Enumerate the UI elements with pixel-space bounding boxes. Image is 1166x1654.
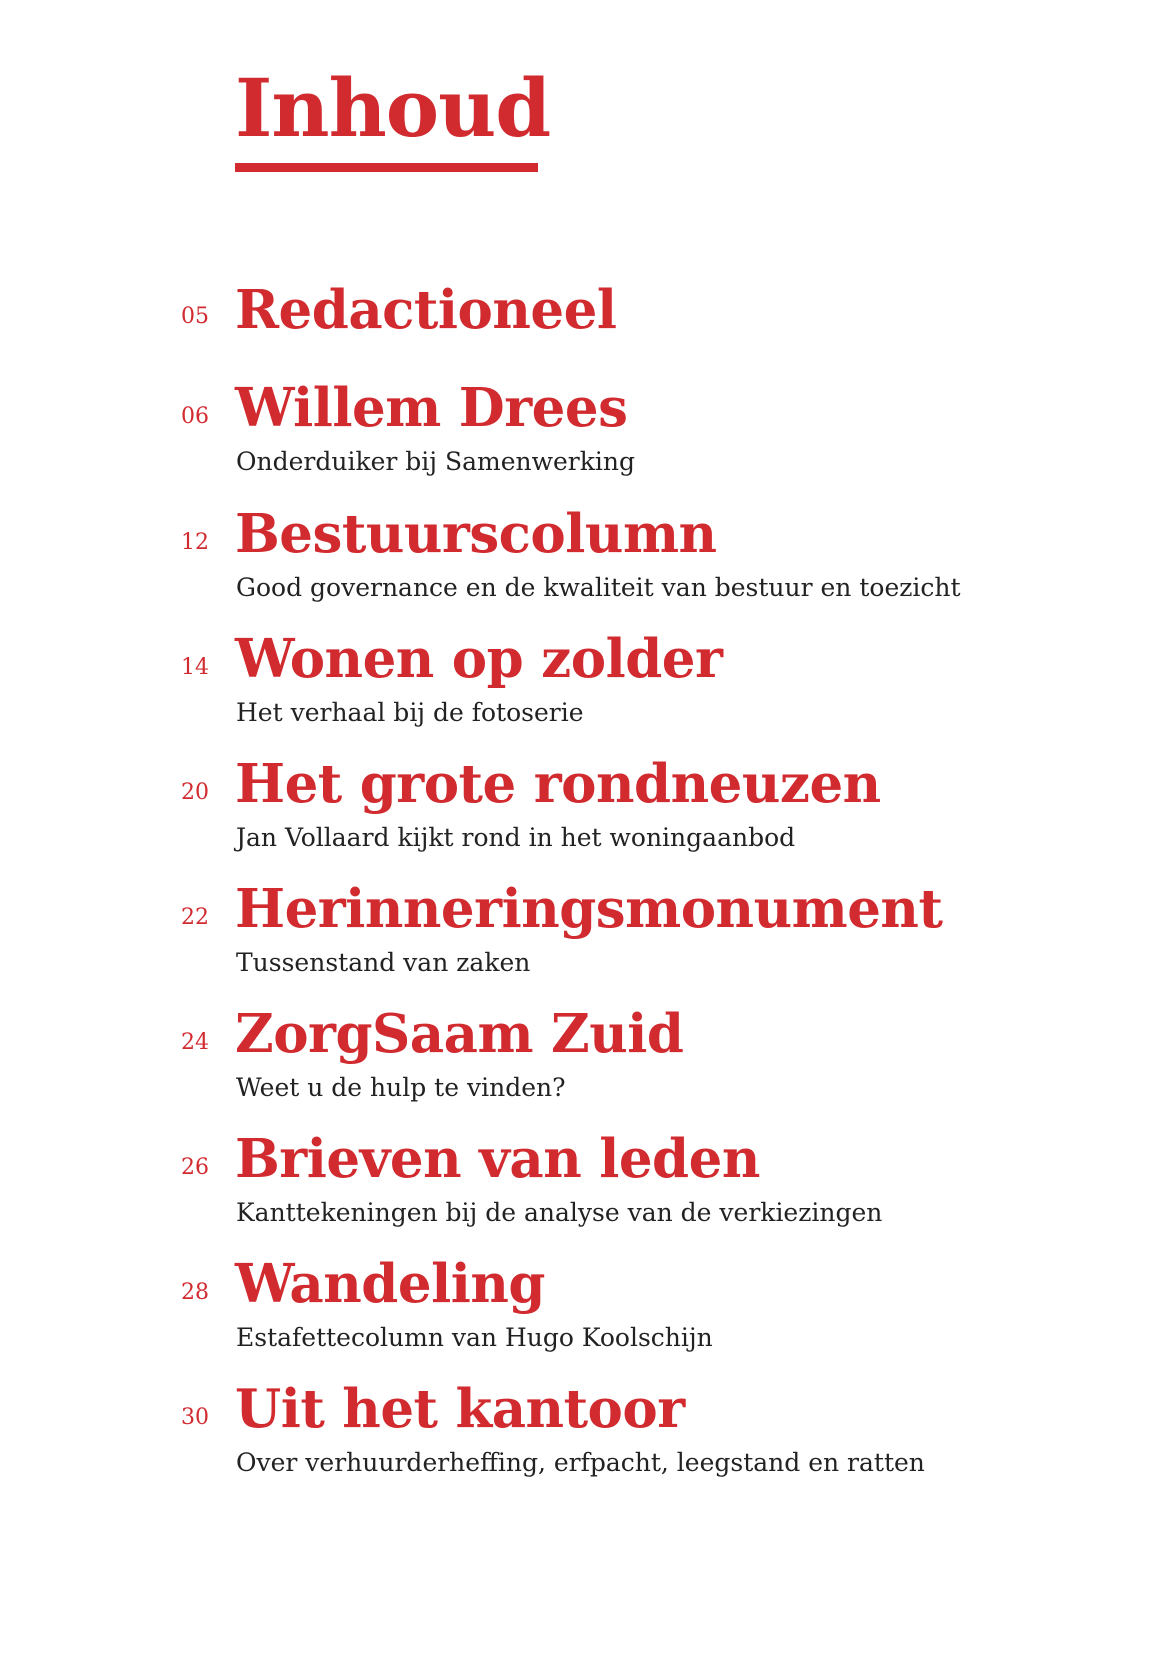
page-number: 05 (181, 304, 209, 329)
entry-title: Uit het kantoor (235, 1378, 685, 1440)
entry-title: Het grote rondneuzen (235, 753, 881, 815)
entry-subtitle: Onderduiker bij Samenwerking (236, 447, 636, 476)
entry-title: ZorgSaam Zuid (235, 1003, 684, 1065)
entry-subtitle: Jan Vollaard kijkt rond in het woningaanbod (236, 823, 796, 852)
page-title: Inhoud (235, 61, 551, 155)
page-number: 26 (181, 1155, 209, 1180)
page-number: 22 (181, 905, 209, 930)
entry-subtitle: Tussenstand van zaken (236, 948, 531, 977)
page-number: 20 (181, 780, 209, 805)
title-underline (235, 163, 538, 172)
entry-title: Wonen op zolder (235, 628, 723, 690)
entry-title: Wandeling (235, 1253, 545, 1315)
entry-subtitle: Over verhuurderheffing, erfpacht, leegstand en ratten (236, 1448, 925, 1477)
entry-subtitle: Kanttekeningen bij de analyse van de verkiezingen (236, 1198, 883, 1227)
entry-title: Herinneringsmonument (235, 878, 943, 940)
page-number: 24 (181, 1030, 209, 1055)
entry-title: Redactioneel (235, 279, 617, 341)
page-number: 12 (181, 530, 209, 555)
page-number: 30 (181, 1405, 209, 1430)
entry-subtitle: Het verhaal bij de fotoserie (236, 698, 584, 727)
entry-subtitle: Weet u de hulp te vinden? (236, 1073, 566, 1102)
entry-subtitle: Estafettecolumn van Hugo Koolschijn (236, 1323, 713, 1352)
page-number: 06 (181, 404, 209, 429)
page-number: 14 (181, 655, 209, 680)
entry-subtitle: Good governance en de kwaliteit van bestuur en toezicht (236, 573, 961, 602)
entry-title: Brieven van leden (235, 1128, 760, 1190)
entry-title: Bestuurscolumn (235, 503, 717, 565)
entry-title: Willem Drees (235, 377, 628, 439)
page-number: 28 (181, 1280, 209, 1305)
